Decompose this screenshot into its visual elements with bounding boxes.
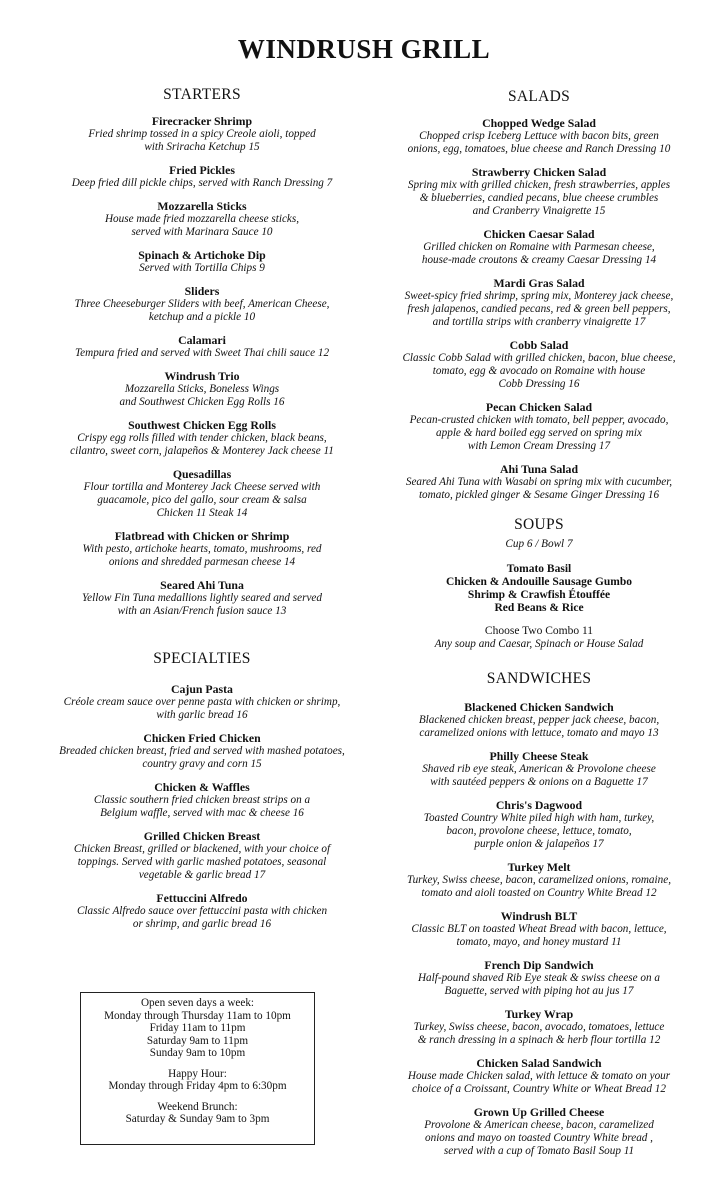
soup-list [380, 563, 698, 615]
menu-item-name: Chicken Fried Chicken [143, 731, 261, 745]
menu-item-description: Spring mix with grilled chicken, fresh strawberries, apples & blueberries, candied pecans, blue cheese crumbles and Cranberry Vinaigrette 15 [407, 179, 671, 217]
sandwiches-heading: SANDWICHES [486, 670, 592, 687]
menu-item-name: Blackened Chicken Sandwich [464, 700, 614, 714]
menu-item [42, 682, 362, 722]
menu-item-name: Southwest Chicken Egg Rolls [128, 418, 276, 432]
soup-item: Red Beans & Rice [494, 602, 584, 614]
menu-item-name: Seared Ahi Tuna [160, 578, 244, 592]
menu-item-name: Chicken & Waffles [154, 780, 250, 794]
menu-item-name: Fettuccini Alfredo [156, 891, 248, 905]
salads-list [380, 116, 698, 502]
menu-item-name: Quesadillas [172, 467, 232, 481]
menu-item-name: Grown Up Grilled Cheese [473, 1105, 605, 1119]
menu-item-description: Toasted Country White piled high with ham, turkey, bacon, provolone cheese, lettuce, tomato, purple onion & jalapeños 17 [423, 812, 655, 850]
menu-item-name: Chicken Caesar Salad [483, 227, 595, 241]
menu-item [42, 163, 362, 190]
menu-item-description: Turkey, Swiss cheese, bacon, caramelized onions, romaine, tomato and aioli toasted on Country White Bread 12 [406, 874, 671, 899]
menu-item-description: Half-pound shaved Rib Eye steak & swiss cheese on a Baguette, served with piping hot au jus 17 [417, 972, 661, 997]
menu-item-name: Cobb Salad [509, 338, 569, 352]
sandwiches-list [380, 700, 698, 1158]
menu-item-name: Cajun Pasta [171, 682, 233, 696]
menu-item-description: Chopped crisp Iceberg Lettuce with bacon bits, green onions, egg, tomatoes, blue cheese and Ranch Dressing 10 [407, 130, 671, 155]
menu-item-name: Pecan Chicken Salad [485, 400, 593, 414]
menu-item-name: Strawberry Chicken Salad [471, 165, 607, 179]
open-hours [81, 997, 314, 1060]
menu-item [380, 116, 698, 156]
menu-item-description: Tempura fried and served with Sweet Thai chili sauce 12 [74, 347, 330, 359]
menu-item-description: Pecan-crusted chicken with tomato, bell pepper, avocado, apple & hard boiled egg served on spring mix with Lemon Cream Dressing 17 [409, 414, 669, 452]
menu-item-description: Turkey, Swiss cheese, bacon, avocado, tomatoes, lettuce & ranch dressing in a spinach & herb flour tortilla 12 [413, 1021, 665, 1046]
specialties-section [42, 650, 362, 940]
menu-item-description: Classic BLT on toasted Wheat Bread with bacon, lettuce, tomato, mayo, and honey mustard 11 [411, 923, 667, 948]
soups-heading: SOUPS [514, 516, 564, 533]
weekend-brunch [81, 1101, 314, 1126]
menu-item-description: Provolone & American cheese, bacon, caramelized onions and mayo on toasted Country White bread , served with a cup of Tomato Basil Soup 11 [424, 1119, 654, 1157]
menu-item-description: Deep fried dill pickle chips, served with Ranch Dressing 7 [71, 177, 333, 189]
hours-line: Sunday 9am to 10pm [149, 1047, 246, 1059]
menu-item [380, 749, 698, 789]
soup-combo [380, 625, 698, 651]
menu-item [380, 700, 698, 740]
menu-item-name: Flatbread with Chicken or Shrimp [114, 529, 290, 543]
happy-hour [81, 1068, 314, 1093]
menu-item-name: Chicken Salad Sandwich [476, 1056, 602, 1070]
menu-item [380, 1056, 698, 1096]
menu-item [42, 333, 362, 360]
hours-line: Saturday & Sunday 9am to 3pm [125, 1113, 270, 1125]
menu-item [380, 227, 698, 267]
menu-item-description: Served with Tortilla Chips 9 [139, 262, 265, 274]
starters-list [42, 114, 362, 618]
happy-hour-title: Happy Hour: [168, 1067, 227, 1080]
menu-item-name: Spinach & Artichoke Dip [138, 248, 266, 262]
hours-box [80, 992, 315, 1145]
menu-item-description: Classic Alfredo sauce over fettuccini pasta with chicken or shrimp, and garlic bread 16 [76, 905, 328, 930]
menu-item-description: House made Chicken salad, with lettuce & tomato on your choice of a Croissant, Country White or Wheat Bread 12 [407, 1070, 671, 1095]
combo-name: Choose Two Combo 11 [484, 625, 594, 637]
menu-item [42, 369, 362, 409]
menu-item-description: House made fried mozzarella cheese sticks, served with Marinara Sauce 10 [104, 213, 300, 238]
menu-item [42, 829, 362, 882]
menu-item-description: Classic southern fried chicken breast strips on a Belgium waffle, served with mac & cheese 16 [93, 794, 311, 819]
menu-item-name: Ahi Tuna Salad [499, 462, 579, 476]
salads-heading: SALADS [507, 88, 571, 105]
menu-item [42, 114, 362, 154]
menu-item [380, 909, 698, 949]
menu-item-name: French Dip Sandwich [484, 958, 594, 972]
menu-item [380, 1007, 698, 1047]
menu-item [380, 1105, 698, 1158]
menu-item [42, 891, 362, 931]
menu-item-name: Turkey Melt [507, 860, 571, 874]
menu-item-name: Firecracker Shrimp [151, 114, 253, 128]
menu-item [380, 165, 698, 218]
menu-item-description: Classic Cobb Salad with grilled chicken, bacon, blue cheese, tomato, egg & avocado on Romaine with house Cobb Dressing 16 [402, 352, 676, 390]
menu-item-description: Grilled chicken on Romaine with Parmesan cheese, house-made croutons & creamy Caesar Dressing 14 [421, 241, 657, 266]
menu-item-description: Chicken Breast, grilled or blackened, with your choice of toppings. Served with garlic mashed potatoes, seasonal vegetable & garlic bread 17 [73, 843, 331, 881]
menu-item-description: Mozzarella Sticks, Boneless Wings and Southwest Chicken Egg Rolls 16 [119, 383, 285, 408]
menu-item-description: Blackened chicken breast, pepper jack cheese, bacon, caramelized onions with lettuce, tomato and mayo 13 [418, 714, 660, 739]
menu-item-description: Crispy egg rolls filled with tender chicken, black beans, cilantro, sweet corn, jalapeños & Monterey Jack cheese 11 [70, 432, 334, 457]
menu-item [42, 731, 362, 771]
menu-item-description: Breaded chicken breast, fried and served with mashed potatoes, country gravy and corn 15 [59, 745, 345, 770]
menu-item-description: With pesto, artichoke hearts, tomato, mushrooms, red onions and shredded parmesan cheese 14 [82, 543, 322, 568]
weekend-brunch-title: Weekend Brunch: [157, 1100, 238, 1113]
hours-line: Monday through Thursday 11am to 10pm [104, 1009, 291, 1022]
menu-item-name: Mardi Gras Salad [493, 276, 585, 290]
menu-item-description: Seared Ahi Tuna with Wasabi on spring mix with cucumber, tomato, pickled ginger & Sesame Ginger Dressing 16 [405, 476, 673, 501]
hours-line: Saturday 9am to 11pm [146, 1034, 249, 1047]
salads-section [380, 88, 698, 511]
menu-item-name: Windrush Trio [164, 369, 240, 383]
menu-item [380, 338, 698, 391]
menu-item-name: Turkey Wrap [504, 1007, 574, 1021]
hours-line: Friday 11am to 11pm [149, 1022, 246, 1034]
menu-item [380, 400, 698, 453]
soup-item: Shrimp & Crawfish Étouffée [467, 589, 611, 601]
menu-item-name: Fried Pickles [169, 163, 235, 177]
specialties-heading: SPECIALTIES [153, 650, 251, 667]
menu-item [380, 798, 698, 851]
soup-item: Chicken & Andouille Sausage Gumbo [446, 576, 632, 588]
menu-item-description: Fried shrimp tossed in a spicy Creole aioli, topped with Sriracha Ketchup 15 [88, 128, 316, 153]
restaurant-title: WINDRUSH GRILL [237, 34, 491, 64]
hours-line: Monday through Friday 4pm to 6:30pm [108, 1080, 287, 1092]
menu-item [380, 860, 698, 900]
menu-item [42, 467, 362, 520]
menu-item-description: Flour tortilla and Monterey Jack Cheese served with guacamole, pico del gallo, sour cream & salsa Chicken 11 Steak 14 [83, 481, 321, 519]
menu-item [42, 248, 362, 275]
menu-item [42, 418, 362, 458]
menu-item-description: Sweet-spicy fried shrimp, spring mix, Monterey jack cheese, fresh jalapenos, candied pecans, red & green bell peppers, and tortilla strips with cranberry vinaigrette 17 [404, 290, 674, 328]
menu-item-name: Philly Cheese Steak [489, 749, 589, 763]
sandwiches-section [380, 670, 698, 1167]
menu-item-name: Chris's Dagwood [495, 798, 583, 812]
starters-heading: STARTERS [163, 86, 241, 103]
menu-item [380, 276, 698, 329]
open-hours-title: Open seven days a week: [140, 997, 255, 1009]
menu-item-description: Three Cheeseburger Sliders with beef, American Cheese, ketchup and a pickle 10 [74, 298, 330, 323]
menu-item-description: Yellow Fin Tuna medallions lightly seared and served with an Asian/French fusion sauce 13 [81, 592, 322, 617]
starters-section [42, 86, 362, 627]
menu-item [42, 284, 362, 324]
menu-item [42, 780, 362, 820]
soups-price-line: Cup 6 / Bowl 7 [505, 538, 573, 550]
combo-desc: Any soup and Caesar, Spinach or House Salad [434, 638, 644, 650]
soups-section [380, 516, 698, 651]
menu-item-name: Sliders [184, 284, 220, 298]
specialties-list [42, 682, 362, 931]
menu-item-name: Chopped Wedge Salad [482, 116, 596, 130]
menu-item-name: Calamari [178, 333, 226, 347]
menu-item-name: Mozzarella Sticks [157, 199, 247, 213]
menu-item [42, 199, 362, 239]
soup-item: Tomato Basil [506, 563, 572, 575]
menu-item-description: Shaved rib eye steak, American & Provolone cheese with sautéed peppers & onions on a Baguette 17 [422, 763, 656, 788]
menu-item-description: Créole cream sauce over penne pasta with chicken or shrimp, with garlic bread 16 [63, 696, 341, 721]
menu-item [380, 958, 698, 998]
menu-item [42, 529, 362, 569]
menu-item-name: Windrush BLT [500, 909, 578, 923]
menu-item [380, 462, 698, 502]
menu-item [42, 578, 362, 618]
menu-item-name: Grilled Chicken Breast [143, 829, 261, 843]
